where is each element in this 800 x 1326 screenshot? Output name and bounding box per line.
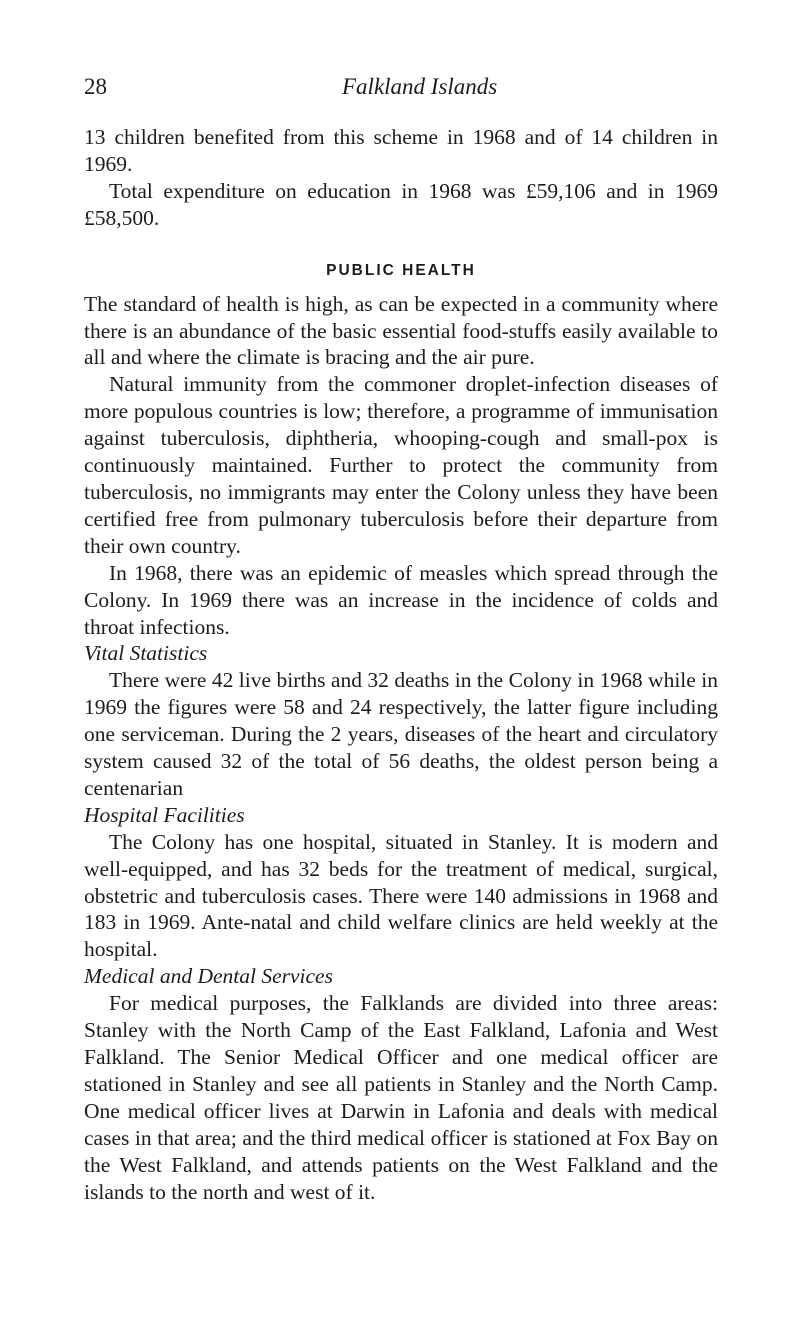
public-health-paragraph-1: The standard of health is high, as can be expected in a community where there is an abundance of the basic essential food-stuffs easily available to all and where the climate is bracing and the air pure.	[84, 291, 718, 370]
education-paragraph-2: Total expenditure on education in 1968 was £59,106 and in 1969 £58,500.	[84, 178, 718, 230]
public-health-heading: PUBLIC HEALTH	[326, 261, 476, 279]
education-paragraph-1: 13 children benefited from this scheme in 1968 and of 14 children in 1969.	[84, 125, 718, 176]
page-header	[84, 74, 716, 108]
medical-dental-heading: Medical and Dental Services	[84, 964, 333, 989]
page-body	[84, 124, 718, 1205]
hospital-facilities-heading: Hospital Facilities	[84, 802, 245, 827]
vital-statistics-heading: Vital Statistics	[84, 641, 208, 666]
running-title: Falkland Islands	[342, 74, 498, 99]
page-number: 28	[84, 74, 107, 99]
hospital-facilities-paragraph: The Colony has one hospital, situated in Stanley. It is modern and well-equipped, and has 32 beds for the treatment of medical, surgical, obstetric and tuberculosis cases. There were 140 admissions in 1968 and 183 in 1969. Ante-natal and child welfare clinics are held weekly at the hospital.	[84, 829, 718, 962]
public-health-paragraph-2: Natural immunity from the commoner droplet-infection diseases of more populous countries is low; therefore, a programme of immunisation against tuberculosis, diphtheria, whooping-cough and small-pox is continuously maintained. Further to protect the community from tuberculosis, no immigrants may enter the Colony unless they have been certified free from pulmonary tuberculosis before their departure from their own country.	[84, 372, 718, 558]
medical-dental-paragraph: For medical purposes, the Falklands are divided into three areas: Stanley with the North Camp of the East Falkland, Lafonia and West Falkland. The Senior Medical Officer and one medical officer are stationed in Stanley and see all patients in Stanley and the North Camp. One medical officer lives at Darwin in Lafonia and deals with medical cases in that area; and the third medical officer is stationed at Fox Bay on the West Falkland, and attends patients on the West Falkland and the islands to the north and west of it.	[84, 991, 718, 1204]
vital-statistics-paragraph: There were 42 live births and 32 deaths in the Colony in 1968 while in 1969 the figures were 58 and 24 respectively, the latter figure including one serviceman. During the 2 years, diseases of the heart and circulatory system caused 32 of the total of 56 deaths, the oldest person being a centenarian	[84, 668, 718, 800]
public-health-paragraph-3: In 1968, there was an epidemic of measles which spread through the Colony. In 1969 there was an increase in the incidence of colds and throat infections.	[84, 560, 718, 639]
